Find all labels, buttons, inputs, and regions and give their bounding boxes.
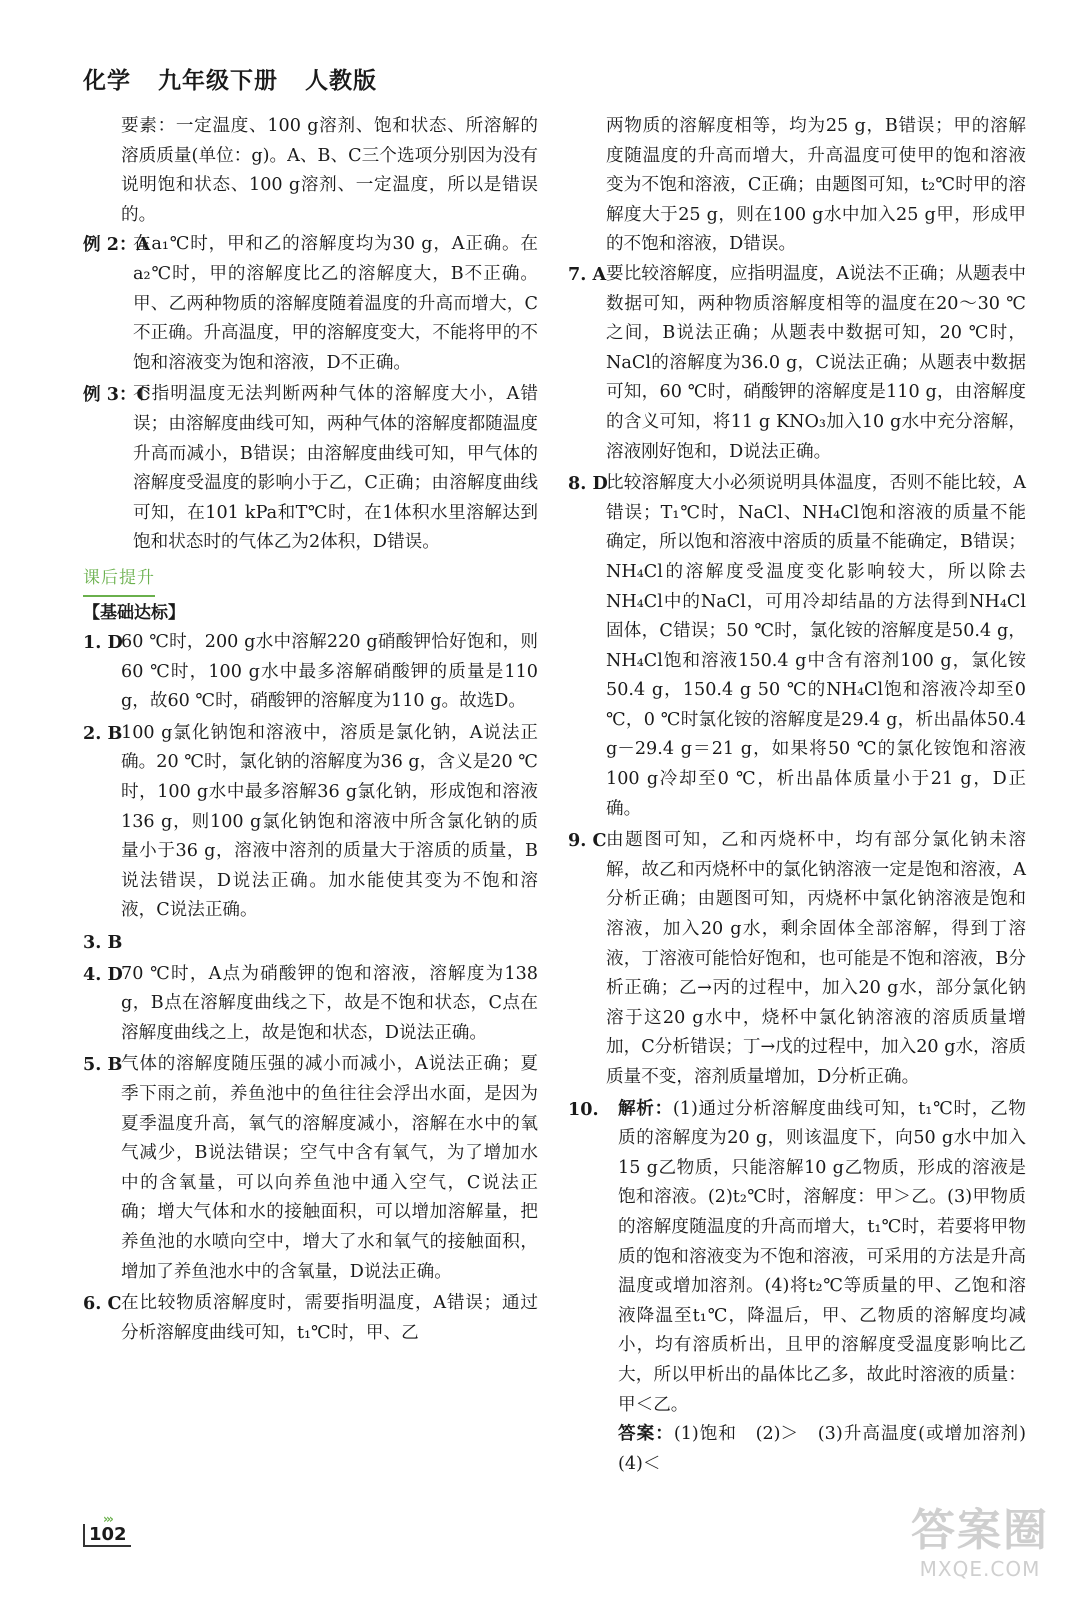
section-title: 课后提升: [83, 564, 155, 597]
question-5: [83, 1050, 538, 1287]
analysis-label: 解析：: [618, 1098, 673, 1119]
question-6-label: 6. C: [83, 1293, 122, 1315]
question-9-text: 由题图可知，乙和丙烧杯中，均有部分氯化钠未溶解，故乙和丙烧杯中的氯化钠溶液一定是饱和溶液，A分析正确；由题图可知，丙烧杯中氯化钠溶液是饱和溶液，加入20 g水，剩余固体全部溶解，得到丁溶液，丁溶液可能恰好饱和，也可能是不饱和溶液，B分析正确；乙→丙的过程中，加入20 g水，部分氯化钠溶于这20 g水中，烧杯中氯化钠溶液的溶质质量增加，C分析错误；丁→戊的过程中，加入20 g水，溶质质量不变，溶剂质量增加，D分析正确。: [606, 830, 1026, 1087]
question-10-label: 10.: [568, 1098, 599, 1120]
example-3-text: 不指明温度无法判断两种气体的溶解度大小，A错误；由溶解度曲线可知，两种气体的溶解度都随温度升高而减小，B错误；由溶解度曲线可知，甲气体的溶解度受温度的影响小于乙，C正确；由溶解度曲线可知，在101 kPa和T℃时，在1体积水里溶解达到饱和状态时的气体乙为2体积，D错误。: [133, 384, 538, 553]
question-7-text: 要比较溶解度，应指明温度，A说法不正确；从题表中数据可知，两种物质溶解度相等的温度在20～30 ℃之间，B说法正确；从题表中数据可知，20 ℃时，NaCl的溶解度为36.0 g，C说法正确；从题表中数据可知，60 ℃时，硝酸钾的溶解度是110 g，由溶解度的含义可知，将11 g KNO₃加入10 g水中充分溶解，溶液刚好饱和，D说法正确。: [606, 263, 1026, 462]
question-3-label: 3. B: [83, 932, 123, 954]
watermark: [890, 1505, 1070, 1590]
question-1-label: 1. D: [83, 632, 123, 654]
intro-paragraph: 要素：一定温度、100 g溶剂、饱和状态、所溶解的溶质质量(单位：g)。A、B、C三个选项分别因为没有说明饱和状态、100 g溶剂、一定温度，所以是错误的。: [121, 116, 538, 225]
watermark-logo: 答案圈: [911, 1505, 1049, 1556]
example-2-label: 例 2：A: [83, 234, 151, 256]
example-2-text: 在a₁℃时，甲和乙的溶解度均为30 g，A正确。在a₂℃时，甲的溶解度比乙的溶解度大，B不正确。甲、乙两种物质的溶解度随着温度的升高而增大，C不正确。升高温度，甲的溶解度变大，不能将甲的不饱和溶液变为饱和溶液，D不正确。: [133, 234, 538, 373]
question-3: [83, 928, 538, 958]
question-4-label: 4. D: [83, 963, 123, 985]
page-header: 化学 九年级下册 人教版: [83, 68, 378, 94]
question-8-label: 8. D: [568, 473, 608, 495]
example-2: [83, 230, 538, 378]
answer-text: (1)饱和 (2)＞ (3)升高温度(或增加溶剂) (4)＜: [618, 1424, 1044, 1474]
question-5-text: 气体的溶解度随压强的减小而减小，A说法正确；夏季下雨之前，养鱼池中的鱼往往会浮出水面，是因为夏季温度升高，氧气的溶解度减小，溶解在水中的氧气减少，B说法错误；空气中含有氧气，为了增加水中的含氧量，可以向养鱼池中通入空气，C说法正确；增大气体和水的接触面积，可以增加溶解量，把养鱼池的水喷向空中，增大了水和氧气的接触面积，增加了养鱼池水中的含氧量，D说法正确。: [121, 1054, 538, 1282]
question-2-text: 100 g氯化钠饱和溶液中，溶质是氯化钠，A说法正确。20 ℃时，氯化钠的溶解度为36 g，含义是20 ℃时，100 g水中最多溶解36 g氯化钠，形成饱和溶液136 g，则100 g氯化钠饱和溶液中所含氯化钠的质量小于36 g，溶液中溶剂的质量大于溶质的质量，B说法错误，D说法正确。加水能使其变为不饱和溶液，C说法正确。: [121, 722, 538, 921]
subsection-title: 【基础达标】: [83, 602, 185, 623]
question-6-text: 在比较物质溶解度时，需要指明温度，A错误；通过分析溶解度曲线可知，t₁℃时，甲、乙: [121, 1293, 538, 1343]
question-5-label: 5. B: [83, 1054, 123, 1076]
question-4: [83, 960, 538, 1049]
left-column: [83, 112, 538, 1350]
question-2: [83, 719, 538, 926]
answer-label: 答案：: [618, 1424, 674, 1445]
question-7: [568, 260, 1026, 467]
question-8: [568, 469, 1026, 824]
question-1: [83, 628, 538, 717]
question-10-text: (1)通过分析溶解度曲线可知，t₁℃时，乙物质的溶解度为20 g，则该温度下，向50 g水中加入15 g乙物质，只能溶解10 g乙物质，形成的溶液是饱和溶液。(2)t₂℃时，溶解度：甲＞乙。(3)甲物质的溶解度随温度的升高而增大，t₁℃时，若要将甲物质的饱和溶液变为不饱和溶液，可采用的方法是升高温度或增加溶剂。(4)将t₂℃等质量的甲、乙饱和溶液降温至t₁℃，降温后，甲、乙物质的溶解度均减小，均有溶质析出，且甲的溶解度受温度影响比乙大，所以甲析出的晶体比乙多，故此时溶液的质量：甲＜乙。: [618, 1098, 1026, 1415]
question-10-body: [618, 1095, 1044, 1480]
chevrons-icon: ›››: [103, 1512, 112, 1526]
question-7-label: 7. A: [568, 263, 607, 285]
page-number: [83, 1512, 131, 1547]
example-3-label: 例 3：C: [83, 384, 151, 406]
question-8-text: 比较溶解度大小必须说明具体温度，否则不能比较，A错误；T₁℃时，NaCl、NH₄Cl饱和溶液的质量不能确定，所以饱和溶液中溶质的质量不能确定，B错误；NH₄Cl的溶解度受温度变化影响较大，所以除去NH₄Cl中的NaCl，可用冷却结晶的方法得到NH₄Cl固体，C错误；50 ℃时，氯化铵的溶解度是50.4 g，NH₄Cl饱和溶液150.4 g中含有溶剂100 g，氯化铵50.4 g，150.4 g 50 ℃的NH₄Cl饱和溶液冷却至0 ℃，0 ℃时氯化铵的溶解度是29.4 g，析出晶体50.4 g－29.4 g＝21 g，如果将50 ℃的氯化铵饱和溶液100 g冷却至0 ℃，析出晶体质量小于21 g，D正确。: [606, 473, 1026, 819]
watermark-url: MXQE.COM: [919, 1557, 1041, 1581]
page-number-text: 102: [89, 1524, 127, 1545]
question-4-text: 70 ℃时，A点为硝酸钾的饱和溶液，溶解度为138 g，B点在溶解度曲线之下，故是不饱和状态，C点在溶解度曲线之上，故是饱和状态，D说法正确。: [121, 963, 538, 1043]
question-6-continued: 两物质的溶解度相等，均为25 g，B错误；甲的溶解度随温度的升高而增大，升高温度可使甲的饱和溶液变为不饱和溶液，C正确；由题图可知，t₂℃时甲的溶解度大于25 g，则在100 g水中加入25 g甲，形成甲的不饱和溶液，D错误。: [606, 116, 1026, 255]
question-10: [568, 1095, 1044, 1480]
question-9: [568, 826, 1026, 1092]
right-column: [568, 112, 1044, 1481]
question-2-label: 2. B: [83, 722, 123, 744]
question-9-label: 9. C: [568, 830, 607, 852]
question-6: [83, 1289, 538, 1348]
example-3: [83, 380, 538, 558]
question-1-text: 60 ℃时，200 g水中溶解220 g硝酸钾恰好饱和，则60 ℃时，100 g水中最多溶解硝酸钾的质量是110 g，故60 ℃时，硝酸钾的溶解度为110 g。故选D。: [121, 632, 538, 712]
